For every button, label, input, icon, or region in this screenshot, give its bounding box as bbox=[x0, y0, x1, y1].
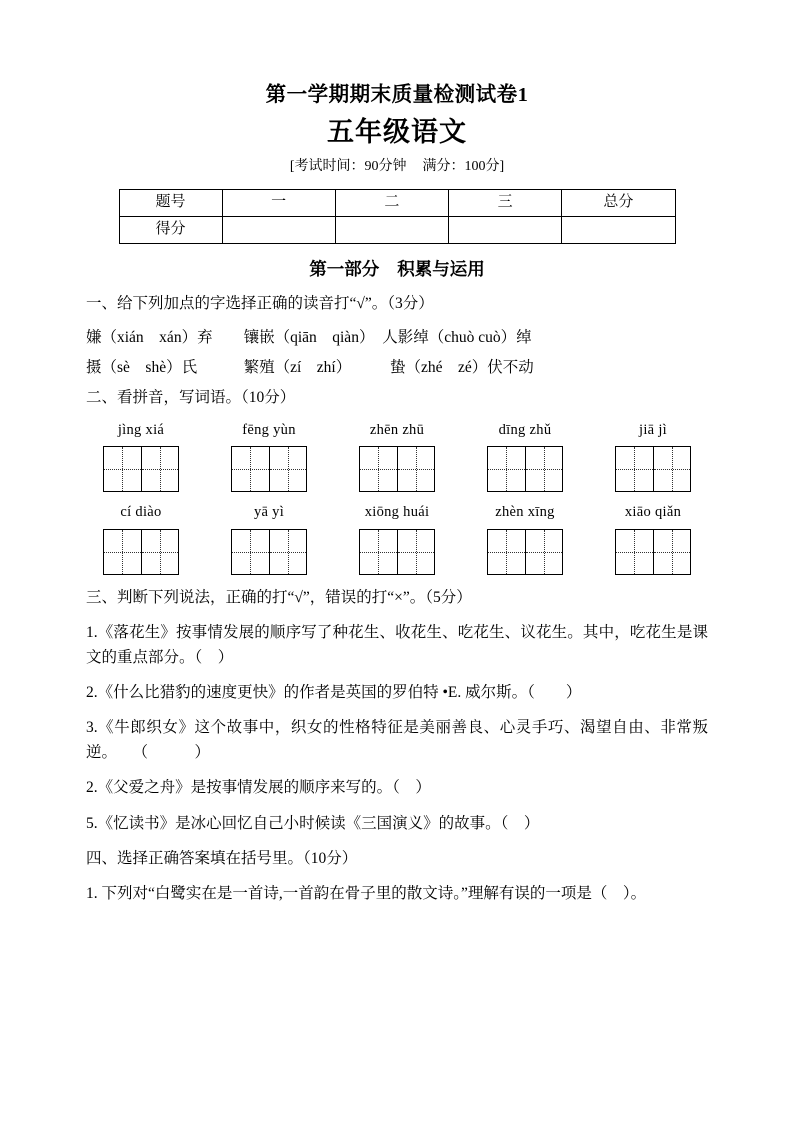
grid-cell[interactable] bbox=[616, 530, 653, 574]
pinyin-grid-cell bbox=[470, 422, 580, 492]
question-4-item: 1. 下列对“白鹭实在是一首诗,一首韵在骨子里的散文诗。”理解有误的一项是（ ）。 bbox=[86, 884, 647, 902]
writing-grid-box[interactable] bbox=[487, 529, 563, 575]
pinyin-grid-cell bbox=[342, 422, 452, 492]
grid-cell[interactable] bbox=[525, 530, 563, 574]
score-table-wrap bbox=[86, 189, 708, 244]
question-1-heading: 一、给下列加点的字选择正确的读音打“√”。（3分） bbox=[86, 295, 434, 313]
score-entry-cell[interactable] bbox=[335, 216, 448, 243]
exam-meta bbox=[86, 149, 708, 176]
exam-time-label: [考试时间：90分钟 bbox=[289, 159, 407, 175]
writing-grid-box[interactable] bbox=[103, 446, 179, 492]
pinyin-grid-cell bbox=[342, 504, 452, 574]
table-row bbox=[119, 189, 675, 216]
score-entry-cell[interactable] bbox=[562, 216, 675, 243]
pinyin-label: jìng xiá bbox=[117, 422, 165, 439]
pinyin-grid-cell bbox=[214, 422, 324, 492]
score-table-cell: 总分 bbox=[562, 189, 675, 216]
pinyin-label: zhèn xīng bbox=[495, 504, 555, 521]
grid-cell[interactable] bbox=[488, 530, 525, 574]
writing-grid-box[interactable] bbox=[359, 446, 435, 492]
page-subtitle: 五年级语文 bbox=[327, 116, 467, 147]
writing-grid-box[interactable] bbox=[231, 529, 307, 575]
part-one-title: 积累与运用 bbox=[397, 258, 485, 279]
question-3-item: 2.《什么比猎豹的速度更快》的作者是英国的罗伯特 •E. 威尔斯。（ ） bbox=[86, 684, 582, 702]
pinyin-label: cí diào bbox=[120, 504, 162, 521]
grid-cell[interactable] bbox=[360, 447, 397, 491]
grid-cell[interactable] bbox=[525, 447, 563, 491]
page-title: 第一学期期末质量检测试卷1 bbox=[265, 84, 529, 106]
pinyin-grid-cell bbox=[86, 504, 196, 574]
pinyin-label: xiōng huái bbox=[364, 504, 430, 521]
part-one-heading bbox=[86, 244, 708, 282]
writing-grid-box[interactable] bbox=[615, 529, 691, 575]
grid-cell[interactable] bbox=[653, 447, 691, 491]
grid-cell[interactable] bbox=[397, 447, 435, 491]
table-row bbox=[119, 216, 675, 243]
question-1-line: 摄（sè shè）氏 繁殖（zí zhí） 蛰（zhé zé）伏不动 bbox=[86, 358, 534, 376]
grid-cell[interactable] bbox=[653, 530, 691, 574]
question-3-item: 3.《牛郎织女》这个故事中，织女的性格特征是美丽善良、心灵手巧、渴望自由、非常叛逆。 （ ） bbox=[86, 719, 708, 762]
grid-cell[interactable] bbox=[232, 447, 269, 491]
pinyin-label: zhēn zhū bbox=[369, 422, 425, 439]
pinyin-label: yā yì bbox=[253, 504, 285, 521]
grid-cell[interactable] bbox=[141, 530, 179, 574]
grid-cell[interactable] bbox=[616, 447, 653, 491]
page-content bbox=[86, 0, 708, 906]
score-table-cell: 二 bbox=[335, 189, 448, 216]
question-3-heading: 三、判断下列说法，正确的打“√”，错误的打“×”。（5分） bbox=[86, 588, 472, 606]
grid-cell[interactable] bbox=[104, 447, 141, 491]
pinyin-grid-cell bbox=[598, 504, 708, 574]
question-4-heading: 四、选择正确答案填在括号里。（10分） bbox=[86, 849, 358, 867]
grid-cell[interactable] bbox=[397, 530, 435, 574]
pinyin-grid-cell bbox=[598, 422, 708, 492]
pinyin-label: xiāo qiǎn bbox=[624, 504, 682, 521]
score-entry-cell[interactable] bbox=[449, 216, 562, 243]
grid-cell[interactable] bbox=[269, 530, 307, 574]
score-table-row-label: 得分 bbox=[119, 216, 222, 243]
score-entry-cell[interactable] bbox=[222, 216, 335, 243]
score-table bbox=[119, 189, 676, 244]
pinyin-label: jiā jì bbox=[639, 422, 667, 439]
pinyin-grid-row bbox=[86, 410, 708, 492]
score-table-cell: 一 bbox=[222, 189, 335, 216]
grid-cell[interactable] bbox=[104, 530, 141, 574]
question-3-item: 1.《落花生》按事情发展的顺序写了种花生、收花生、吃花生、议花生。其中，吃花生是课文的重点部分。（ ） bbox=[86, 623, 708, 666]
grid-cell[interactable] bbox=[269, 447, 307, 491]
score-table-row-label: 题号 bbox=[119, 189, 222, 216]
writing-grid-box[interactable] bbox=[103, 529, 179, 575]
question-1-line: 嫌（xián xán）弃 镶嵌（qiān qiàn） 人影绰（chuò cuò）绰 bbox=[86, 329, 532, 347]
grid-cell[interactable] bbox=[360, 530, 397, 574]
writing-grid-box[interactable] bbox=[359, 529, 435, 575]
writing-grid-box[interactable] bbox=[487, 446, 563, 492]
pinyin-label: fēng yùn bbox=[242, 422, 296, 439]
question-3-item: 2.《父爱之舟》是按事情发展的顺序来写的。（ ） bbox=[86, 779, 431, 797]
question-3-item: 5.《忆读书》是冰心回忆自己小时候读《三国演义》的故事。（ ） bbox=[86, 814, 540, 832]
pinyin-grid-cell bbox=[214, 504, 324, 574]
pinyin-grid-row bbox=[86, 492, 708, 574]
exam-total-label: 满分：100分] bbox=[422, 159, 505, 175]
question-2-heading: 二、看拼音，写词语。（10分） bbox=[86, 389, 296, 407]
writing-grid-box[interactable] bbox=[615, 446, 691, 492]
score-table-cell: 三 bbox=[449, 189, 562, 216]
grid-cell[interactable] bbox=[141, 447, 179, 491]
pinyin-grid-cell bbox=[86, 422, 196, 492]
grid-cell[interactable] bbox=[488, 447, 525, 491]
part-one-label: 第一部分 bbox=[309, 258, 380, 279]
grid-cell[interactable] bbox=[232, 530, 269, 574]
writing-grid-box[interactable] bbox=[231, 446, 307, 492]
pinyin-grid-cell bbox=[470, 504, 580, 574]
pinyin-label: dīng zhǔ bbox=[498, 422, 552, 439]
